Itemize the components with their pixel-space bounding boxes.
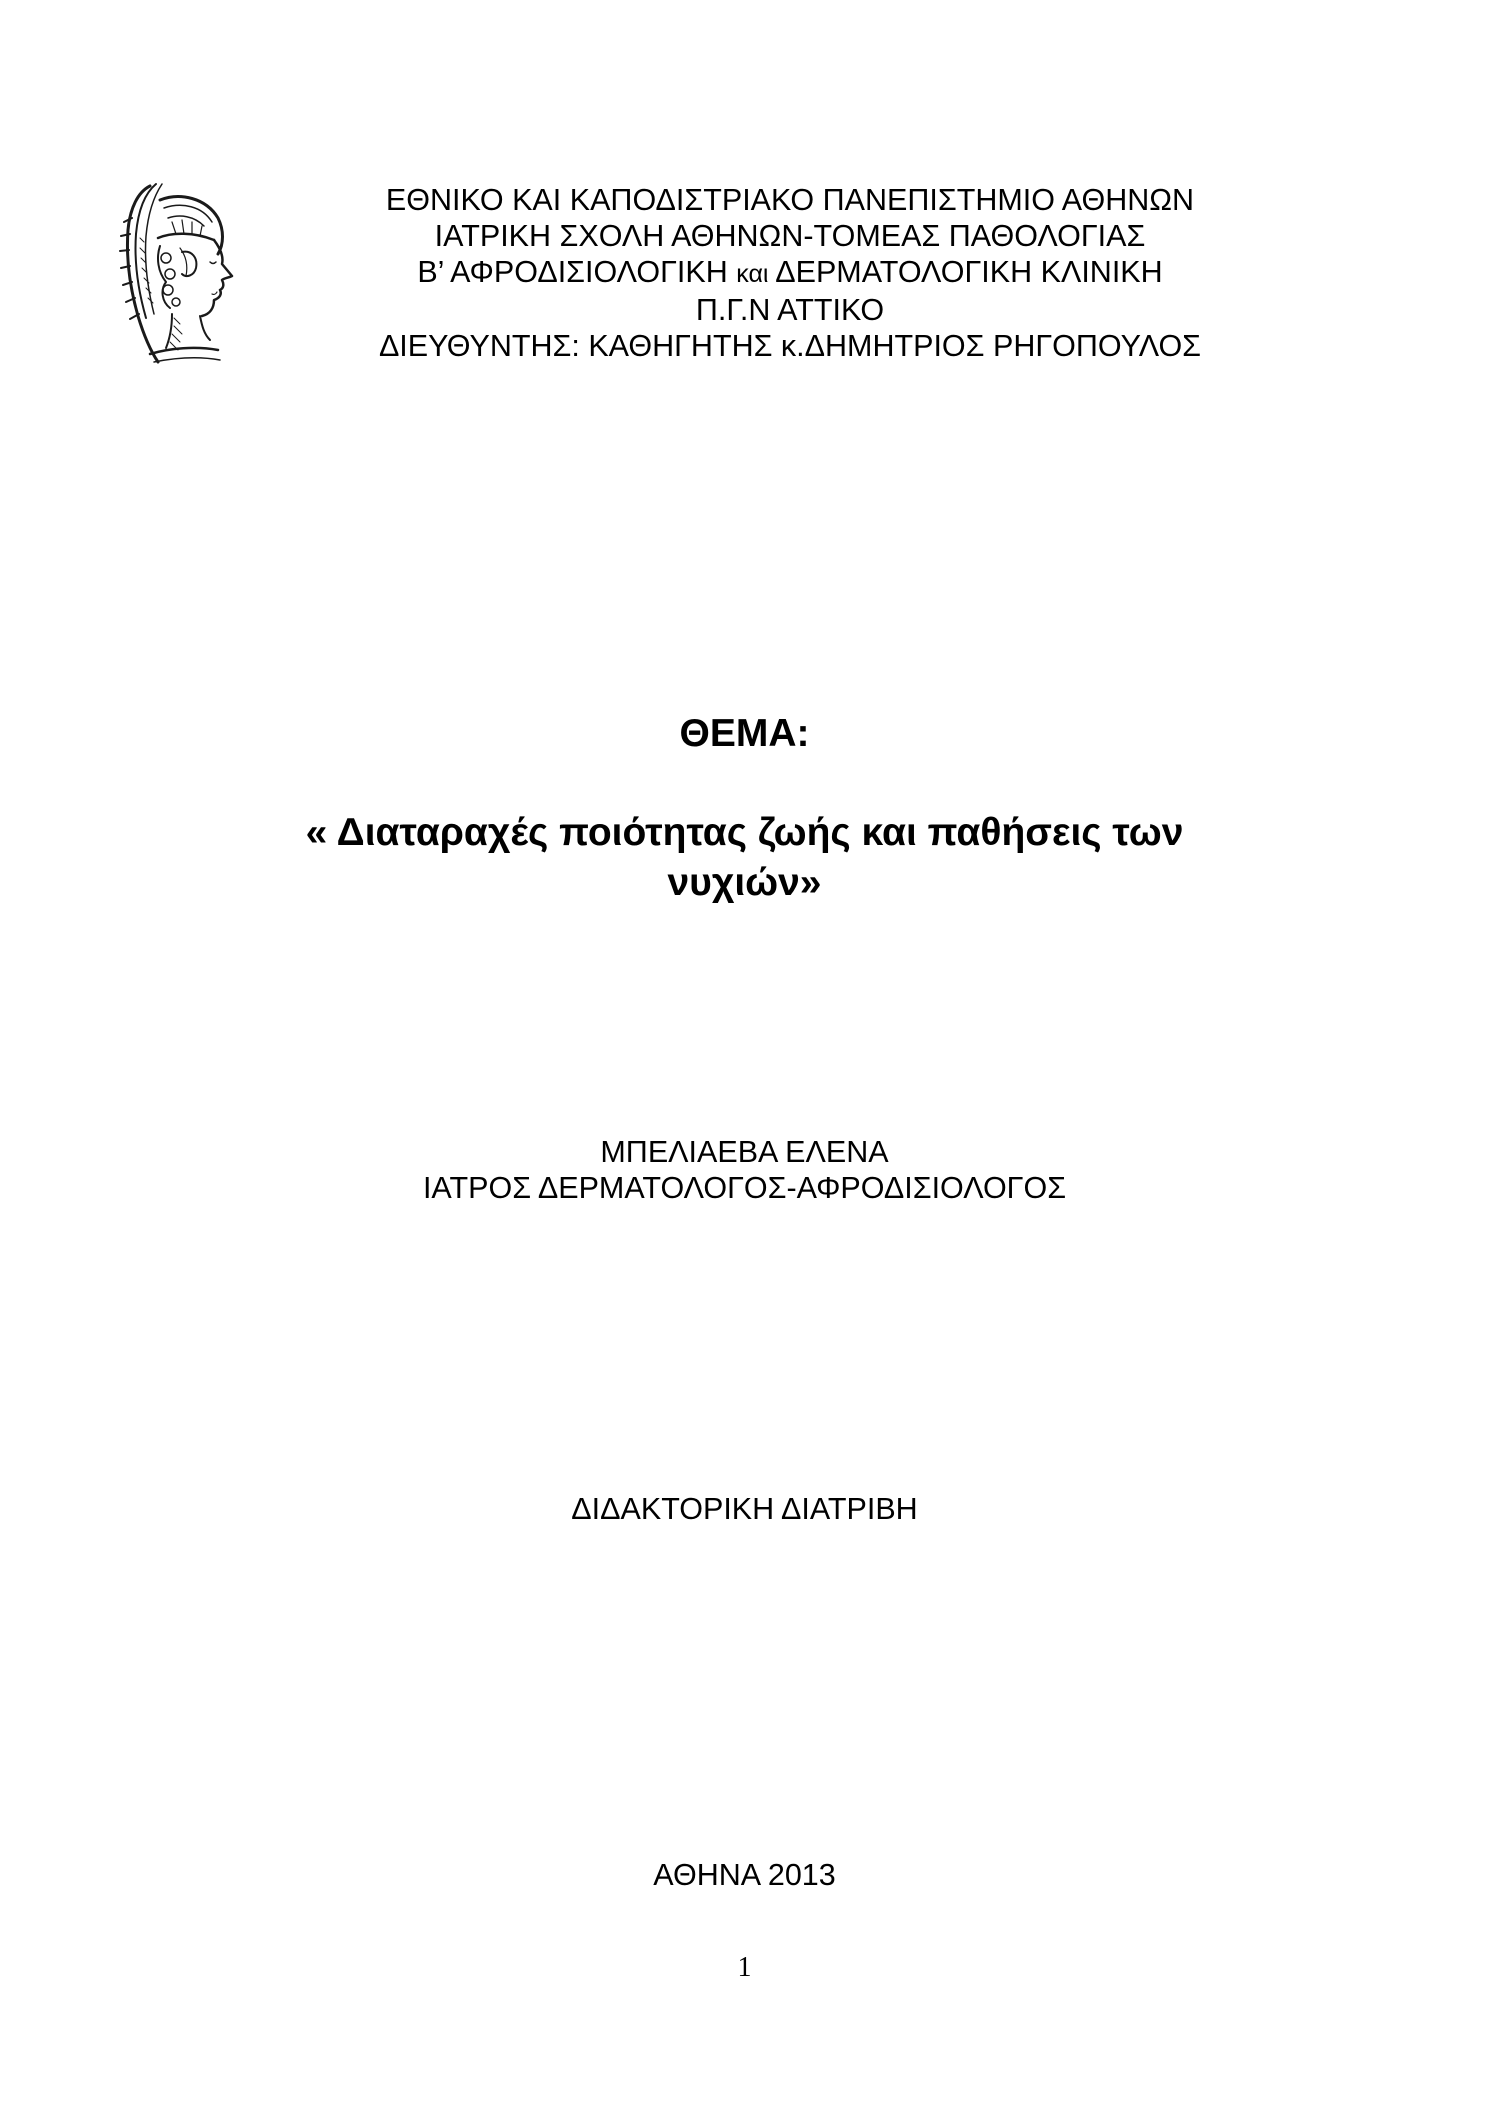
document-type: ΔΙΔΑΚΤΟΡΙΚΗ ΔΙΑΤΡΙΒΗ xyxy=(571,1492,918,1526)
school-department: ΙΑΤΡΙΚΗ ΣΧΟΛΗ ΑΘΗΝΩΝ-ΤΟΜΕΑΣ ΠΑΘΟΛΟΓΙΑΣ xyxy=(434,219,1146,253)
clinic-name-conjunction: και xyxy=(736,260,769,288)
clinic-name-part2: ΔΕΡΜΑΤΟΛΟΓΙΚΗ ΚΛΙΝΙΚΗ xyxy=(768,255,1163,289)
author-block xyxy=(0,1134,1489,1206)
director-line: ΔΙΕΥΘΥΝΤΗΣ: ΚΑΘΗΓΗΤΗΣ κ.ΔΗΜΗΤΡΙΟΣ ΡΗΓΟΠΟΥΛΟΣ xyxy=(378,329,1202,363)
institution-header xyxy=(290,182,1290,364)
clinic-name-part1: Β’ ΑΦΡΟΔΙΣΙΟΛΟΓΙΚΗ xyxy=(417,255,737,289)
hospital-name: Π.Γ.Ν ΑΤΤΙΚΟ xyxy=(695,293,885,327)
athena-emblem-icon xyxy=(110,178,242,368)
page-number: 1 xyxy=(737,1952,752,1983)
place-year: ΑΘΗΝΑ 2013 xyxy=(653,1858,836,1892)
university-name: ΕΘΝΙΚΟ ΚΑΙ ΚΑΠΟΔΙΣΤΡΙΑΚΟ ΠΑΝΕΠΙΣΤΗΜΙΟ ΑΘΗΝΩΝ xyxy=(385,183,1195,217)
clinic-name xyxy=(290,254,1290,292)
author-name: ΜΠΕΛΙΑΕΒΑ ΕΛΕΝΑ xyxy=(600,1135,889,1169)
topic-label: ΘΕΜΑ: xyxy=(679,712,810,755)
thesis-title xyxy=(200,808,1289,908)
thesis-title-line1: « Διαταραχές ποιότητας ζωής και παθήσεις των xyxy=(305,811,1184,854)
author-profession: ΙΑΤΡΟΣ ΔΕΡΜΑΤΟΛΟΓΟΣ-ΑΦΡΟΔΙΣΙΟΛΟΓΟΣ xyxy=(422,1171,1067,1205)
thesis-title-line2: νυχιών» xyxy=(667,861,822,904)
